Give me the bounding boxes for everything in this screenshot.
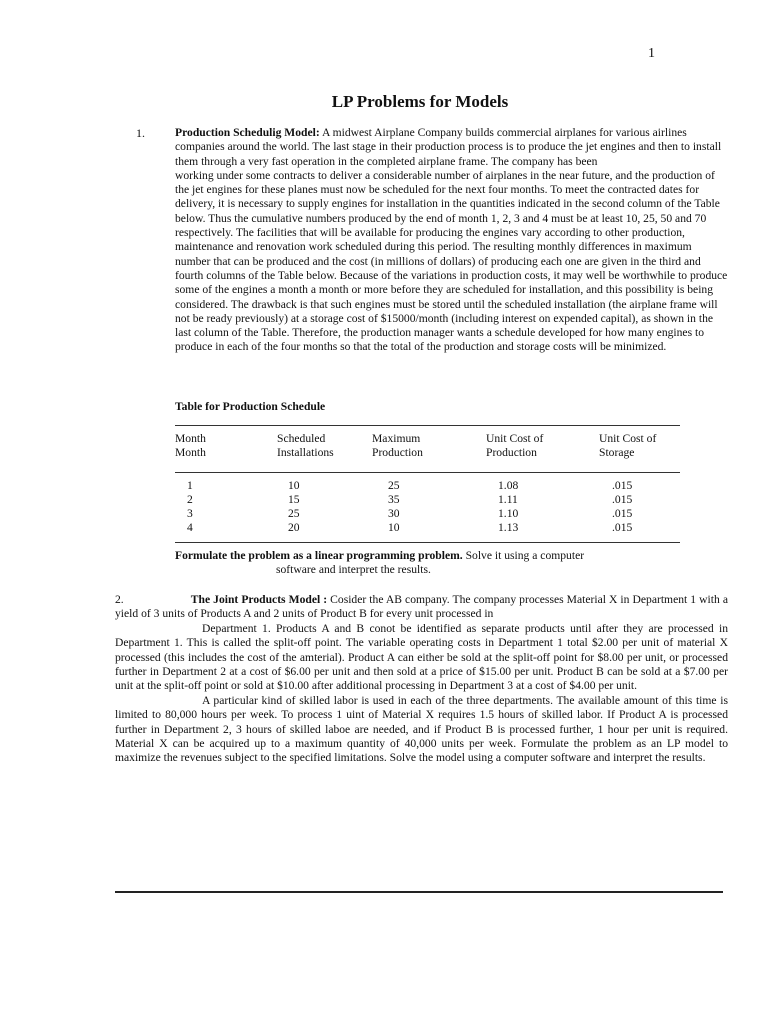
problem2-text3: A particular kind of skilled labor is used in each of the three departments. The available amount of this time is limited to 80,000 hours per week. To process 1 uint of Material X requires 1.5 hours of skilled labor. If Product A is processed further in Department 2, 3 hours of skilled laboe are needed, and if Product B is processed further, 1 hour per unit is required. Material X can be acquired up to a maximum quantity of 40,000 units per week. Formulate the problem as an LP model to maximize the revenues subject to the specified limitations. Solve the model using a computer software and interpret the results.: [115, 693, 728, 765]
header-scheduled: Scheduled Installations: [277, 432, 334, 459]
page-number: 1: [648, 46, 655, 61]
problem2-number: 2.: [115, 593, 124, 606]
formulate-line2: software and interpret the results.: [276, 563, 431, 576]
table-row-4-scheduled: 20: [288, 521, 300, 534]
problem1-body: working under some contracts to deliver a considerable number of airplanes in the near future, and the production of the jet engines for these planes must now be scheduled for the next four months. To meet the contracted dates for delivery, it is necessary to supply engines for installation in the quantities indicated in the second column of the Table below. Thus the cumulative numbers produced by the end of month 1, 2, 3 and 4 must be at least 10, 25, 50 and 70 respectively. The facilities that will be available for producing the engines vary according to other production, maintenance and renovation work scheduled during this period. The resulting monthly differences in maximum number that can be produced and the cost (in millions of dollars) of producing each one are given in the third and fourth columns of the Table below. Because of the variations in production costs, it may well be worthwhile to produce some of the engines a month a month or more before they are scheduled for installation, and this possibility is being considered. The drawback is that such engines must be stored until the scheduled installation (the airplane frame will not be ready previously) at a storage cost of $15000/month (including interest on expended capital), as shown in the last column of the Table. Therefore, the production manager wants a schedule developed for how many engines to produce in each of the four months so that the total of the production and storage costs will be minimized.: [175, 168, 728, 354]
table-top-rule: [175, 425, 680, 426]
table-row-4-cost-production: 1.13: [498, 521, 519, 534]
table-row-2-maximum: 35: [388, 493, 400, 506]
formulate-bold: Formulate the problem as a linear programming problem.: [175, 549, 463, 562]
header-maximum: Maximum Production: [372, 432, 423, 459]
table-row-3-scheduled: 25: [288, 507, 300, 520]
table-title: Table for Production Schedule: [175, 400, 326, 413]
header-unit-cost-production: Unit Cost of Production: [486, 432, 544, 459]
problem1-number: 1.: [136, 126, 145, 140]
header-unit-cost-storage: Unit Cost of Storage: [599, 432, 657, 459]
footer-rule: [115, 891, 723, 893]
table-bottom-rule: [175, 542, 680, 543]
problem1-instruction: [175, 549, 715, 577]
header-month: Month Month: [175, 432, 206, 459]
table-row-3-maximum: 30: [388, 507, 400, 520]
table-row-1-scheduled: 10: [288, 479, 300, 492]
table-row-1-cost-production: 1.08: [498, 479, 519, 492]
table-row-1-cost-storage: .015: [612, 479, 633, 492]
table-row-4-cost-storage: .015: [612, 521, 633, 534]
page-title: LP Problems for Models: [331, 92, 509, 111]
table-row-3-cost-production: 1.10: [498, 507, 519, 520]
table-row-4-month: 4: [187, 521, 193, 534]
formulate-rest: Solve it using a computer: [462, 549, 585, 562]
table-row-2-cost-production: 1.11: [498, 493, 518, 506]
table-row-3-month: 3: [187, 507, 193, 520]
problem1-lead: A midwest Airplane Company builds commercial airplanes for various airlines companies around the world. The last stage in their production process is to produce the jet engines and then to install them through a very fast operation in the completed airplane frame. The company has been: [175, 126, 722, 168]
table-row-1-maximum: 25: [388, 479, 400, 492]
table-row-1-month: 1: [187, 479, 193, 492]
problem2-text: [115, 593, 728, 766]
table-row-3-cost-storage: .015: [612, 507, 633, 520]
table-row-2-scheduled: 15: [288, 493, 300, 506]
problem2-text1: Cosider the AB company. The company processes Material X in Department 1 with a yield of 3 units of Products A and 2 units of Product B for every unit processed in: [115, 593, 728, 621]
problem2-heading: The Joint Products Model :: [190, 593, 328, 606]
problem1-text: [175, 126, 729, 355]
table-row-4-maximum: 10: [388, 521, 400, 534]
table-row-2-cost-storage: .015: [612, 493, 633, 506]
problem2-text2: Department 1. Products A and B conot be identified as separate products until after they are processed in Department 1. This is called the split-off point. The variable operating costs in Department 1 total $2.00 per unit of material X processed (this includes the cost of the amterial). Product A can either be sold at the split-off point for $8.00 per unit, or processed further in Department 2 at a cost of $6.00 per unit and then sold at a price of $15.00 per unit. Product B can be sold at a $7.00 per unit at the split-off point or sold at $10.00 after additional processing in Department 3 at a cost of $4.00 per unit.: [115, 621, 728, 693]
problem1-heading: Production Schedulig Model:: [175, 126, 320, 139]
table-mid-rule: [175, 472, 680, 473]
table-row-2-month: 2: [187, 493, 193, 506]
